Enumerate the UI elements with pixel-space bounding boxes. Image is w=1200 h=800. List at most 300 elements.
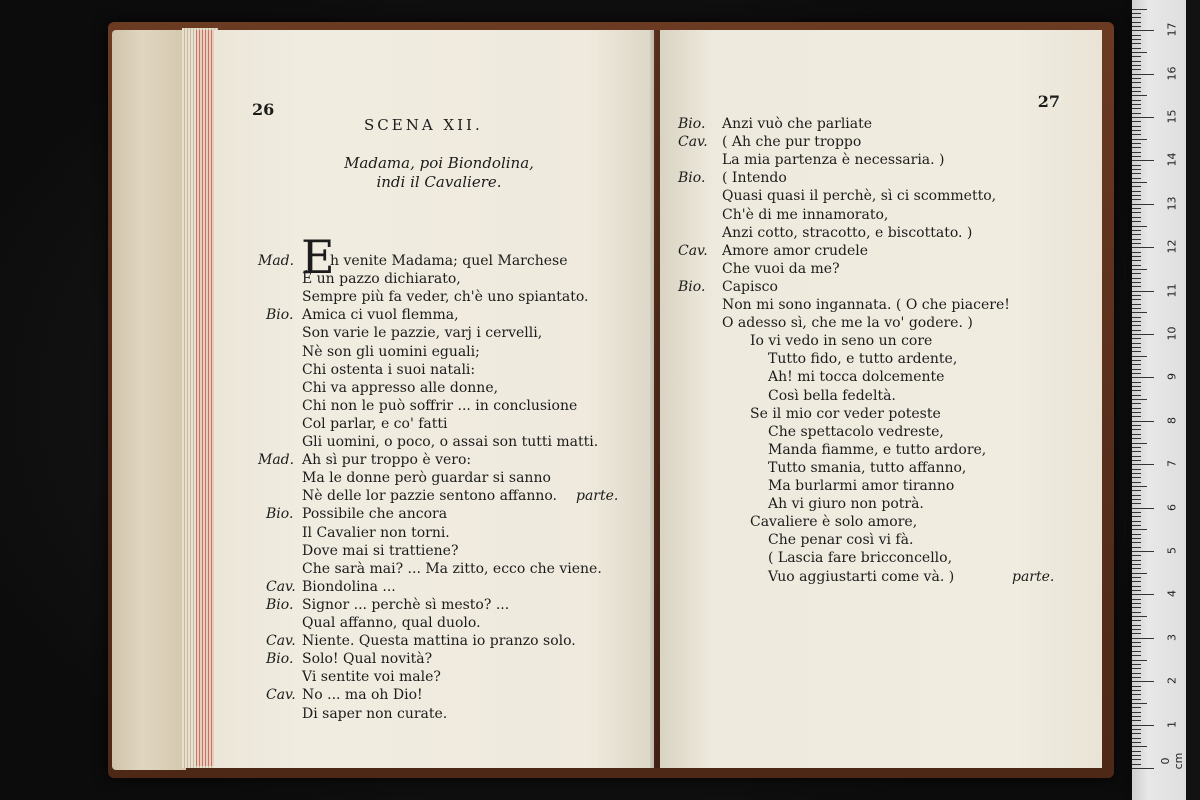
dialogue-line — [660, 513, 1102, 531]
ruler-tick — [1132, 13, 1141, 14]
ruler-tick — [1132, 199, 1141, 200]
ruler-tick — [1132, 759, 1141, 760]
line-text: Gli uomini, o poco, o assai son tutti matti. — [302, 434, 599, 450]
line-text: Chi va appresso alle donne, — [302, 379, 499, 396]
ruler-tick — [1132, 82, 1141, 83]
line-text: ( Ah che pur troppo — [722, 134, 862, 151]
ruler-tick — [1132, 729, 1141, 730]
dialogue-line — [214, 487, 654, 505]
ruler-tick — [1132, 360, 1141, 361]
speaker-label: Bio. — [266, 651, 294, 668]
ruler-tick — [1132, 646, 1141, 647]
ruler-tick — [1132, 35, 1141, 36]
dialogue-line — [214, 469, 654, 487]
ruler-tick — [1132, 495, 1141, 496]
ruler-number: 6 — [1165, 503, 1179, 511]
ruler-tick — [1132, 195, 1141, 196]
ruler-tick — [1132, 425, 1141, 426]
ruler-tick — [1132, 733, 1141, 734]
line-text: Solo! Qual novità? — [302, 651, 433, 668]
ruler-number: 7 — [1165, 460, 1179, 468]
line-text: Signor ... perchè sì mesto? ... — [302, 596, 510, 613]
ruler-tick — [1132, 130, 1141, 131]
ruler-tick — [1132, 408, 1141, 409]
ruler-tick — [1132, 581, 1141, 582]
line-text: Niente. Questa mattina io pranzo solo. — [302, 633, 576, 650]
ruler-tick — [1132, 412, 1141, 413]
drop-cap-letter: E — [301, 230, 335, 284]
ruler-tick — [1132, 599, 1141, 600]
ruler-tick — [1132, 625, 1141, 626]
ruler-tick — [1132, 755, 1141, 756]
ruler-tick — [1132, 247, 1154, 248]
ruler-tick — [1132, 221, 1141, 222]
ruler-tick — [1132, 69, 1141, 70]
ruler-tick — [1132, 486, 1147, 487]
measuring-ruler — [1132, 0, 1186, 800]
right-page — [660, 30, 1102, 768]
line-text: ( Lascia fare bricconcello, — [768, 550, 953, 567]
dialogue-line — [214, 252, 654, 270]
ruler-tick — [1132, 265, 1141, 266]
speaker-label: Cav. — [266, 578, 296, 595]
ruler-number: 9 — [1165, 373, 1179, 381]
left-page — [214, 30, 654, 768]
ruler-tick — [1132, 134, 1141, 135]
ruler-tick — [1132, 121, 1141, 122]
speaker-label: Bio. — [678, 278, 706, 295]
dialogue-line — [660, 169, 1102, 187]
ruler-number: 1 — [1165, 720, 1179, 728]
ruler-number: 17 — [1165, 22, 1179, 37]
ruler-tick — [1132, 620, 1141, 621]
dialogue-line — [660, 405, 1102, 423]
ruler-tick — [1132, 399, 1147, 400]
ruler-tick — [1132, 78, 1141, 79]
line-text: Di saper non curate. — [302, 705, 448, 722]
ruler-tick — [1132, 451, 1141, 452]
ruler-tick — [1132, 61, 1141, 62]
ruler-tick — [1132, 299, 1141, 300]
ruler-tick — [1132, 594, 1154, 595]
ruler-tick — [1132, 686, 1141, 687]
ruler-tick — [1132, 538, 1141, 539]
ruler-tick — [1132, 551, 1154, 552]
ruler-tick — [1132, 395, 1141, 396]
ruler-tick — [1132, 699, 1141, 700]
ruler-tick — [1132, 677, 1141, 678]
ruler-tick — [1132, 273, 1141, 274]
line-text: O adesso sì, che me la vo' godere. ) — [722, 315, 973, 332]
ruler-number: 15 — [1165, 109, 1179, 124]
ruler-tick — [1132, 633, 1141, 634]
dialogue-line — [214, 650, 654, 668]
ruler-tick — [1132, 456, 1141, 457]
line-text: Così bella fedeltà. — [768, 387, 896, 404]
ruler-tick — [1132, 586, 1141, 587]
ruler-number: 11 — [1165, 283, 1179, 298]
ruler-tick — [1132, 91, 1141, 92]
ruler-tick — [1132, 560, 1141, 561]
dialogue-line — [660, 115, 1102, 133]
ruler-tick — [1132, 477, 1141, 478]
line-text: Possibile che ancora — [302, 506, 448, 523]
ruler-tick — [1132, 464, 1154, 465]
line-text: Col parlar, e co' fatti — [302, 415, 448, 432]
ruler-tick — [1132, 382, 1141, 383]
ruler-tick — [1132, 712, 1141, 713]
dialogue-line — [214, 270, 654, 288]
line-text: È un pazzo dichiarato, — [302, 271, 461, 288]
ruler-tick — [1132, 421, 1154, 422]
ruler-tick — [1132, 607, 1141, 608]
dialogue-line — [660, 278, 1102, 296]
dialogue-line — [214, 361, 654, 379]
ruler-tick — [1132, 208, 1141, 209]
ruler-tick — [1132, 568, 1141, 569]
ruler-tick — [1132, 252, 1141, 253]
dialogue-line — [660, 477, 1102, 495]
line-text: Anzi vuò che parliate — [722, 116, 873, 132]
ruler-tick — [1132, 230, 1141, 231]
line-text: Che spettacolo vedreste, — [768, 423, 944, 440]
dialogue-line — [214, 542, 654, 560]
ruler-tick — [1132, 664, 1141, 665]
line-text: Capisco — [722, 278, 778, 295]
ruler-tick — [1132, 351, 1141, 352]
dialogue-line — [660, 332, 1102, 350]
ruler-tick — [1132, 17, 1141, 18]
ruler-tick — [1132, 139, 1147, 140]
dialogue-line — [660, 459, 1102, 477]
line-text: Amica ci vuol flemma, — [302, 307, 459, 324]
speaker-label: Cav. — [678, 242, 708, 259]
line-text: h venite Madama; quel Marchese — [330, 253, 568, 269]
dialogue-line — [660, 423, 1102, 441]
ruler-tick — [1132, 173, 1141, 174]
ruler-number: 13 — [1165, 196, 1179, 211]
line-text: Che vuoi da me? — [722, 260, 840, 277]
ruler-tick — [1132, 191, 1141, 192]
line-text: Vuo aggiustarti come và. ) — [768, 568, 955, 585]
dialogue-line — [214, 288, 654, 306]
line-text: Anzi cotto, stracotto, e biscottato. ) — [722, 224, 973, 241]
ruler-tick — [1132, 291, 1154, 292]
line-text: Dove mai si trattiene? — [302, 542, 459, 559]
line-text: Amore amor crudele — [722, 242, 868, 259]
dialogue-line — [214, 324, 654, 342]
ruler-tick — [1132, 499, 1141, 500]
ruler-tick — [1132, 286, 1141, 287]
dialogue-line — [660, 314, 1102, 332]
ruler-tick — [1132, 642, 1141, 643]
ruler-tick — [1132, 429, 1141, 430]
dialogue-line — [214, 505, 654, 523]
ruler-tick — [1132, 564, 1141, 565]
ruler-tick — [1132, 386, 1141, 387]
speaker-label: Bio. — [678, 170, 706, 187]
ruler-number: 16 — [1165, 66, 1179, 81]
ruler-tick — [1132, 243, 1141, 244]
line-text: Che penar così vi fà. — [768, 532, 914, 549]
ruler-tick — [1132, 56, 1141, 57]
ruler-tick — [1132, 460, 1141, 461]
ruler-tick — [1132, 438, 1141, 439]
ruler-tick — [1132, 660, 1147, 661]
ruler-tick — [1132, 30, 1154, 31]
stage-direction: parte. — [576, 488, 619, 505]
ruler-tick — [1132, 260, 1141, 261]
ruler-number: 10 — [1165, 326, 1179, 341]
dialogue-line — [214, 614, 654, 632]
ruler-tick — [1132, 147, 1141, 148]
ruler-tick — [1132, 534, 1141, 535]
ruler-tick — [1132, 503, 1141, 504]
ruler-tick — [1132, 356, 1147, 357]
ruler-tick — [1132, 104, 1141, 105]
ruler-tick — [1132, 278, 1141, 279]
dialogue-line — [214, 397, 654, 415]
ruler-tick — [1132, 573, 1147, 574]
ruler-tick — [1132, 312, 1147, 313]
dialogue-line — [660, 368, 1102, 386]
ruler-tick — [1132, 651, 1141, 652]
ruler-tick — [1132, 681, 1154, 682]
speaker-label: Bio. — [678, 116, 706, 132]
ruler-tick — [1132, 334, 1154, 335]
line-text: Son varie le pazzie, varj i cervelli, — [302, 325, 543, 342]
ruler-tick — [1132, 673, 1141, 674]
ruler-tick — [1132, 95, 1147, 96]
ruler-number: 4 — [1165, 590, 1179, 598]
ruler-number: 8 — [1165, 416, 1179, 424]
ruler-tick — [1132, 764, 1141, 765]
line-text: La mia partenza è necessaria. ) — [722, 152, 945, 169]
speaker-label: Cav. — [678, 134, 708, 151]
ruler-tick — [1132, 256, 1141, 257]
ruler-tick — [1132, 542, 1141, 543]
ruler-tick — [1132, 746, 1147, 747]
ruler-tick — [1132, 616, 1147, 617]
line-text: Ah vi giuro non potrà. — [768, 496, 924, 513]
dialogue-line — [214, 578, 654, 596]
line-text: Ah! mi tocca dolcemente — [768, 369, 945, 386]
ruler-tick — [1132, 100, 1141, 101]
ruler-tick — [1132, 87, 1141, 88]
ruler-tick — [1132, 330, 1141, 331]
ruler-tick — [1132, 108, 1141, 109]
ruler-tick — [1132, 490, 1141, 491]
ruler-tick — [1132, 447, 1141, 448]
ruler-tick — [1132, 516, 1141, 517]
line-text: Quasi quasi il perchè, sì ci scommetto, — [722, 188, 997, 205]
ruler-tick — [1132, 22, 1141, 23]
dialogue-line — [214, 415, 654, 433]
ruler-tick — [1132, 39, 1141, 40]
line-text: Ch'è di me innamorato, — [722, 206, 889, 223]
ruler-tick — [1132, 338, 1141, 339]
ruler-tick — [1132, 152, 1141, 153]
ruler-tick — [1132, 555, 1141, 556]
ruler-number: 5 — [1165, 547, 1179, 554]
line-text: ( Intendo — [722, 170, 787, 187]
ruler-number: 14 — [1165, 152, 1179, 167]
line-text: Non mi sono ingannata. ( O che piacere! — [722, 297, 1010, 313]
ruler-tick — [1132, 113, 1141, 114]
stage-direction: parte. — [1012, 568, 1055, 585]
ruler-tick — [1132, 668, 1141, 669]
ruler-tick — [1132, 716, 1141, 717]
ruler-tick — [1132, 282, 1141, 283]
ruler-tick — [1132, 126, 1141, 127]
ruler-tick — [1132, 694, 1141, 695]
line-text: Sempre più fa veder, ch'è uno spiantato. — [302, 289, 589, 306]
dialogue-line — [660, 568, 1102, 586]
page-number-left: 26 — [252, 100, 275, 119]
dialogue-line — [660, 133, 1102, 151]
dialogue-line — [660, 531, 1102, 549]
ruler-tick — [1132, 403, 1141, 404]
ruler-tick — [1132, 603, 1141, 604]
ruler-tick — [1132, 212, 1141, 213]
ruler-tick — [1132, 612, 1141, 613]
ruler-tick — [1132, 269, 1147, 270]
ruler-tick — [1132, 178, 1141, 179]
ruler-tick — [1132, 768, 1154, 769]
line-text: Ah sì pur troppo è vero: — [302, 452, 472, 469]
dialogue-line — [214, 668, 654, 686]
ruler-tick — [1132, 74, 1154, 75]
speaker-label: Cav. — [266, 687, 296, 704]
line-text: Vi sentite voi male? — [302, 669, 441, 686]
ruler-tick — [1132, 547, 1141, 548]
ruler-tick — [1132, 217, 1141, 218]
ruler-tick — [1132, 186, 1141, 187]
ruler-tick — [1132, 325, 1141, 326]
dialogue-line — [660, 495, 1102, 513]
dialogue-line — [660, 350, 1102, 368]
line-text: Io vi vedo in seno un core — [750, 333, 933, 350]
ruler-tick — [1132, 742, 1141, 743]
line-text: Cavaliere è solo amore, — [750, 514, 918, 531]
ruler-tick — [1132, 508, 1154, 509]
ruler-tick — [1132, 234, 1141, 235]
speaker-label: Mad. — [258, 253, 295, 269]
dialogue-line — [214, 343, 654, 361]
ruler-tick — [1132, 364, 1141, 365]
line-text: Tutto smania, tutto affanno, — [768, 459, 967, 476]
ruler-tick — [1132, 443, 1147, 444]
ruler-tick — [1132, 690, 1141, 691]
ruler-tick — [1132, 390, 1141, 391]
dialogue-line — [214, 705, 654, 723]
dialogue-line — [214, 596, 654, 614]
ruler-tick — [1132, 707, 1141, 708]
line-text: Il Cavalier non torni. — [302, 524, 450, 541]
ruler-tick — [1132, 143, 1141, 144]
scene-title: SCENA XII. — [364, 116, 483, 134]
ruler-tick — [1132, 239, 1141, 240]
line-text: Qual affanno, qual duolo. — [302, 615, 481, 631]
dialogue-line — [214, 686, 654, 704]
ruler-tick — [1132, 434, 1141, 435]
dialogue-line — [660, 441, 1102, 459]
ruler-tick — [1132, 590, 1141, 591]
line-text: Manda fiamme, e tutto ardore, — [768, 441, 987, 458]
speaker-label: Bio. — [266, 307, 294, 324]
line-text: Che sarà mai? ... Ma zitto, ecco che viene. — [302, 560, 602, 577]
ruler-number: 2 — [1165, 677, 1179, 685]
page-number-right: 27 — [1037, 92, 1060, 111]
line-text: Chi non le può soffrir ... in conclusione — [302, 397, 578, 414]
ruler-tick — [1132, 65, 1141, 66]
ruler-tick — [1132, 720, 1141, 721]
dialogue-line — [660, 187, 1102, 205]
ruler-tick — [1132, 738, 1141, 739]
ruler-tick — [1132, 295, 1141, 296]
dialogue-line — [660, 260, 1102, 278]
ruler-unit-label: 0 cm — [1159, 752, 1185, 770]
dialogue-line — [660, 242, 1102, 260]
speaker-label: Cav. — [266, 633, 296, 650]
dialogue-line — [214, 306, 654, 324]
ruler-number: 12 — [1165, 239, 1179, 254]
red-page-edge — [196, 30, 216, 766]
ruler-tick — [1132, 373, 1141, 374]
ruler-tick — [1132, 469, 1141, 470]
line-text: Nè delle lor pazzie sentono affanno. — [302, 488, 557, 505]
ruler-tick — [1132, 9, 1147, 10]
line-text: Ma burlarmi amor tiranno — [768, 478, 955, 494]
ruler-tick — [1132, 26, 1141, 27]
ruler-tick — [1132, 169, 1141, 170]
ruler-tick — [1132, 629, 1141, 630]
speaker-label: Bio. — [266, 596, 294, 613]
ruler-tick — [1132, 304, 1141, 305]
ruler-tick — [1132, 377, 1154, 378]
line-text: Chi ostenta i suoi natali: — [302, 361, 476, 378]
line-text: Se il mio cor veder poteste — [750, 405, 941, 422]
dialogue-line — [214, 524, 654, 542]
ruler-tick — [1132, 308, 1141, 309]
line-text: Ma le donne però guardar si sanno — [302, 470, 551, 487]
ruler-tick — [1132, 165, 1141, 166]
ruler-tick — [1132, 48, 1141, 49]
ruler-tick — [1132, 751, 1141, 752]
line-text: Biondolina ... — [302, 578, 396, 595]
dialogue-line — [214, 433, 654, 451]
line-text: Tutto fido, e tutto ardente, — [768, 351, 958, 368]
ruler-tick — [1132, 725, 1154, 726]
speaker-label: Mad. — [258, 452, 295, 469]
ruler-tick — [1132, 226, 1147, 227]
ruler-tick — [1132, 52, 1147, 53]
ruler-tick — [1132, 525, 1141, 526]
ruler-tick — [1132, 638, 1154, 639]
ruler-number: 3 — [1165, 633, 1179, 641]
ruler-tick — [1132, 43, 1141, 44]
line-text: No ... ma oh Dio! — [302, 687, 423, 704]
dialogue-line — [660, 206, 1102, 224]
scene-subtitle-2: indi il Cavaliere. — [376, 173, 502, 191]
speaker-label: Bio. — [266, 506, 294, 523]
dialogue-line — [214, 632, 654, 650]
dialogue-line — [660, 151, 1102, 169]
ruler-tick — [1132, 204, 1154, 205]
ruler-tick — [1132, 521, 1141, 522]
dialogue-line — [660, 387, 1102, 405]
ruler-tick — [1132, 160, 1154, 161]
